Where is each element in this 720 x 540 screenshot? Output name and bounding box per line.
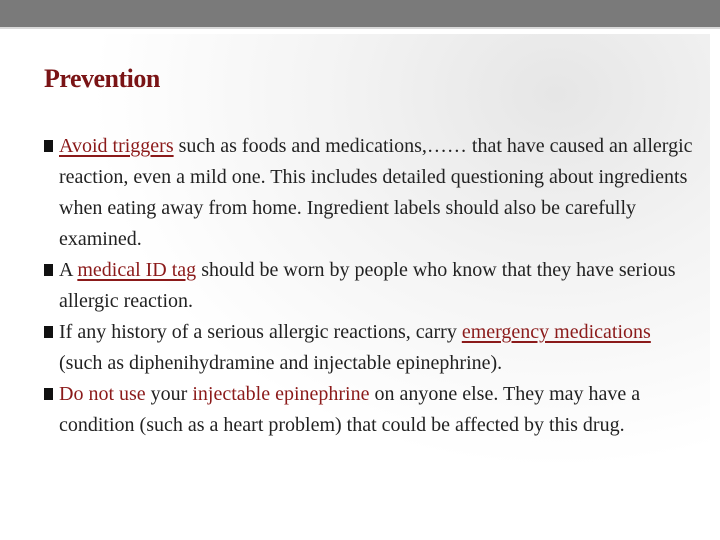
- bullet-square-icon: [44, 264, 53, 276]
- bullet-list: [44, 131, 694, 441]
- link-avoid-triggers[interactable]: Avoid triggers: [59, 135, 174, 157]
- top-bar: [0, 0, 720, 27]
- highlight-do-not-use: Do not use: [59, 383, 146, 405]
- bullet-square-icon: [44, 388, 53, 400]
- link-medical-id-tag[interactable]: medical ID tag: [77, 259, 197, 281]
- bullet-text: (such as diphenihydramine and injectable epinephrine).: [59, 352, 503, 374]
- bullet-emergency-medications: [44, 317, 694, 379]
- bullet-text: A: [59, 259, 78, 281]
- bullet-avoid-triggers: [44, 131, 694, 255]
- bullet-square-icon: [44, 326, 53, 338]
- top-bar-divider: [0, 27, 720, 29]
- bullet-medical-id-tag: [44, 255, 694, 317]
- bullet-square-icon: [44, 140, 53, 152]
- bullet-do-not-use: [44, 379, 694, 441]
- slide-title: Prevention: [44, 64, 160, 93]
- bullet-text: on anyone else. They may have a condition (such as a heart problem) that could be affected by this drug.: [59, 383, 641, 436]
- bullet-text: such as foods and medications,…… that have caused an allergic reaction, even a mild one. This includes detailed questioning about ingredients when eating away from home. Ingredient labels should also be carefully examined.: [59, 135, 693, 250]
- bullet-text: your: [145, 383, 193, 405]
- link-emergency-medications[interactable]: emergency medications: [461, 321, 651, 343]
- highlight-injectable-epinephrine: injectable epinephrine: [192, 383, 370, 405]
- bullet-text: If any history of a serious allergic reactions, carry: [59, 321, 462, 343]
- bullet-text: should be worn by people who know that they have serious allergic reaction.: [59, 259, 676, 312]
